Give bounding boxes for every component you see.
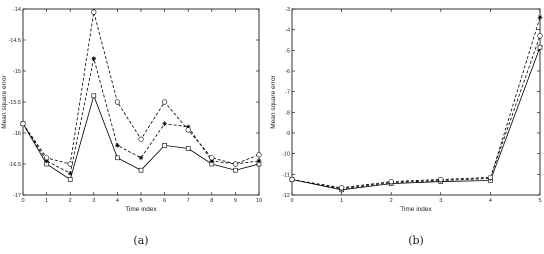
data-point-circle: [210, 156, 215, 161]
x-tick-label: 0: [21, 198, 25, 204]
data-point-circle: [389, 179, 394, 184]
data-point-circle: [115, 100, 120, 105]
data-point-circle: [233, 162, 238, 167]
data-point-star: [139, 156, 144, 161]
x-tick-label: 3: [439, 198, 443, 204]
data-point-star: [257, 159, 262, 164]
series-line-square: [292, 47, 540, 190]
x-tick-label: 1: [45, 198, 49, 204]
x-tick-label: 5: [538, 198, 542, 204]
data-point-star: [538, 15, 543, 20]
y-tick-label: -12: [282, 193, 290, 199]
plot-frame: [292, 9, 540, 195]
data-point-square: [139, 168, 143, 172]
x-tick-label: 9: [233, 198, 237, 204]
data-point-square: [68, 178, 72, 182]
y-axis-label: Mean square error: [270, 75, 277, 129]
x-tick-label: 2: [68, 198, 72, 204]
chart-panel: [1, 7, 262, 247]
data-point-circle: [538, 34, 543, 39]
data-point-circle: [21, 121, 26, 126]
series-line-star: [292, 17, 540, 189]
chart-panel: [270, 7, 542, 247]
y-tick-label: -14.5: [8, 38, 21, 44]
y-tick-label: -4: [285, 27, 290, 34]
y-tick-label: -10: [282, 151, 290, 158]
y-tick-label: -15: [13, 69, 21, 75]
y-tick-label: -7: [285, 89, 290, 96]
data-point-star: [162, 121, 167, 126]
y-tick-label: -16: [13, 131, 21, 137]
data-point-circle: [439, 177, 444, 182]
data-point-square: [538, 45, 542, 49]
y-tick-label: -11: [282, 172, 290, 179]
data-point-circle: [139, 137, 144, 142]
data-point-square: [233, 168, 237, 172]
x-tick-label: 0: [290, 198, 294, 204]
x-axis-label: Time index: [400, 206, 432, 213]
data-point-star: [115, 143, 120, 148]
panel-caption: (a): [133, 234, 149, 247]
y-tick-label: -3: [285, 7, 290, 13]
data-point-circle: [488, 175, 493, 180]
y-axis-label: Mean square error: [1, 75, 8, 129]
data-point-circle: [186, 128, 191, 133]
y-tick-label: -14: [13, 7, 21, 13]
data-point-circle: [68, 162, 73, 167]
data-point-square: [115, 156, 119, 160]
y-tick-label: -17: [13, 193, 21, 199]
data-point-star: [68, 171, 73, 176]
series-line-circle: [292, 36, 540, 188]
x-tick-label: 7: [186, 198, 190, 204]
y-tick-label: -8: [285, 110, 290, 117]
x-tick-label: 2: [389, 198, 393, 204]
x-tick-label: 10: [255, 198, 263, 204]
y-tick-label: -6: [285, 69, 290, 75]
panel-caption: (b): [408, 234, 424, 247]
y-tick-label: -5: [285, 48, 290, 55]
data-point-circle: [290, 177, 295, 182]
data-point-circle: [92, 10, 97, 15]
x-tick-label: 6: [163, 198, 167, 204]
x-tick-label: 5: [139, 198, 143, 204]
x-tick-label: 8: [210, 198, 214, 204]
y-tick-label: -9: [285, 131, 290, 137]
data-point-circle: [162, 100, 167, 105]
data-point-circle: [257, 152, 262, 157]
data-point-square: [92, 94, 96, 98]
data-point-circle: [339, 185, 344, 190]
x-tick-label: 3: [92, 198, 96, 204]
y-tick-label: -15.5: [8, 100, 21, 106]
data-point-circle: [44, 156, 49, 161]
data-point-square: [186, 147, 190, 151]
y-tick-label: -16.5: [8, 162, 21, 168]
data-point-star: [92, 56, 97, 61]
x-axis-label: Time index: [125, 206, 157, 213]
x-tick-label: 1: [340, 198, 344, 204]
x-tick-label: 4: [115, 198, 119, 204]
x-tick-label: 4: [488, 198, 492, 204]
data-point-square: [163, 143, 167, 147]
